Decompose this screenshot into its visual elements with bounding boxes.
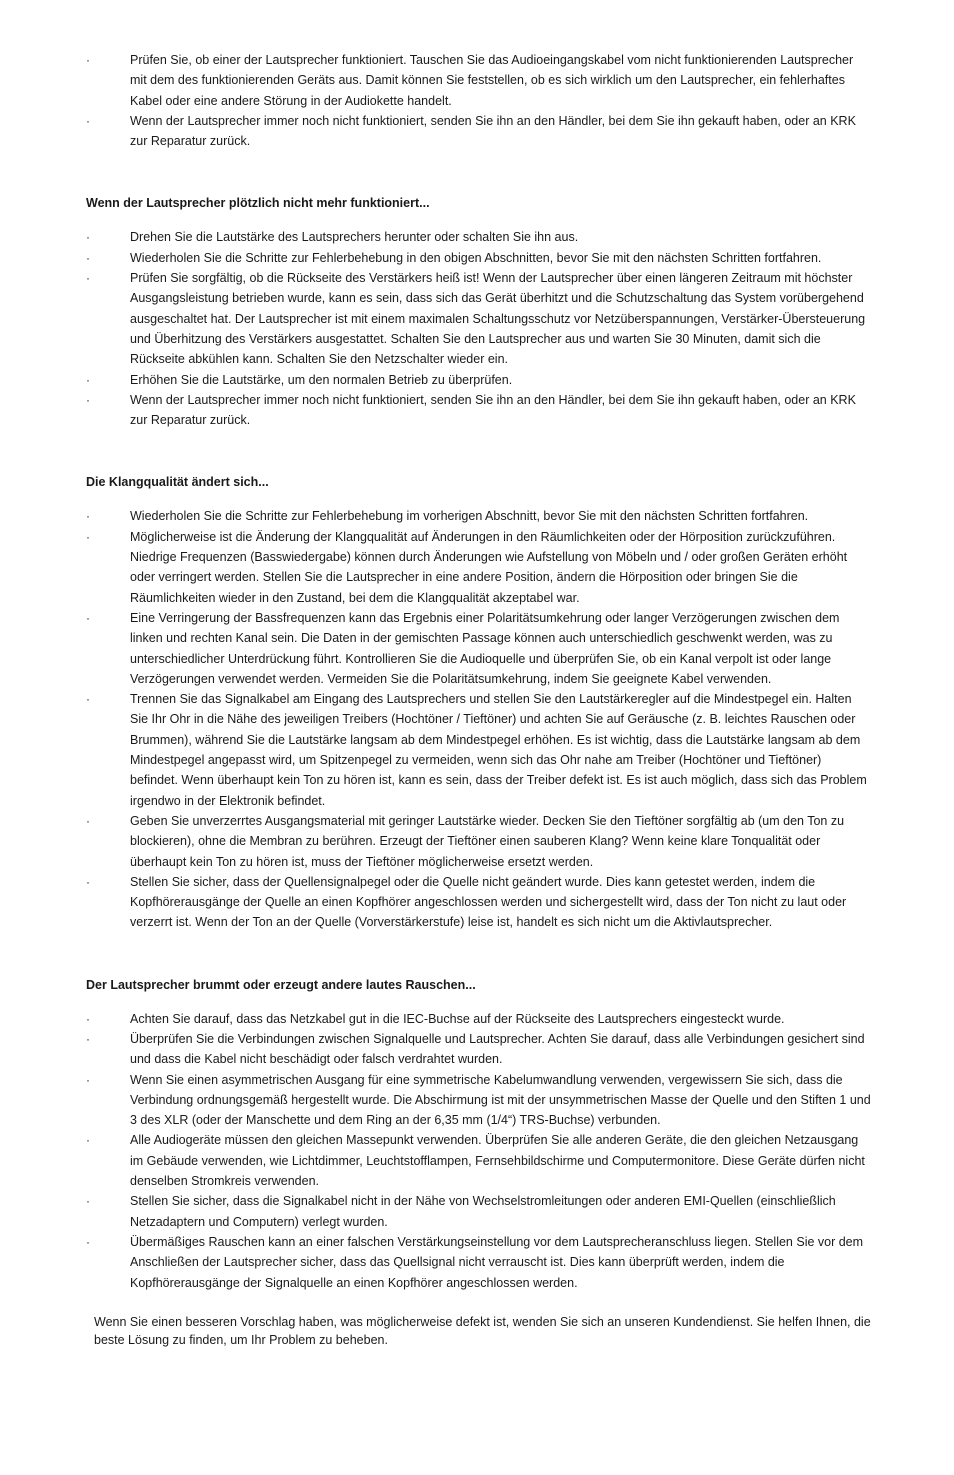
bullet-glyph: ·: [86, 230, 90, 245]
bullet-glyph: ·: [86, 250, 90, 265]
list-item: · Stellen Sie sicher, dass die Signalkabel nicht in der Nähe von Wechselstromleitungen oder anderen EMI-Quellen (einschließlich Netzadaptern und Computern) verlegt wurden.: [86, 1191, 871, 1232]
list-item: · Wenn der Lautsprecher immer noch nicht funktioniert, senden Sie ihn an den Händler, bei dem Sie ihn gekauft haben, oder an KRK zur Reparatur zurück.: [86, 111, 871, 152]
bullet-glyph: ·: [86, 874, 90, 889]
bullet-glyph: ·: [86, 1072, 90, 1087]
bullet-glyph: ·: [86, 610, 90, 625]
list-item: · Übermäßiges Rauschen kann an einer falschen Verstärkungseinstellung vor dem Lautsprecheranschluss liegen. Stellen Sie vor dem Anschließen der Lautsprecher sicher, dass das Quellsignal nicht verrauscht ist. Dies kann überprüft werden, indem die Kopfhörerausgänge der Signalquelle an einen Kopfhörer angeschlossen werden.: [86, 1232, 871, 1293]
bullet-list: [86, 1009, 871, 1293]
bullet-glyph: ·: [86, 1194, 90, 1209]
section-heading: Die Klangqualität ändert sich...: [86, 475, 269, 490]
list-item: · Alle Audiogeräte müssen den gleichen Massepunkt verwenden. Überprüfen Sie alle anderen Geräte, die den gleichen Netzausgang im Gebäude verwenden, wie Lichtdimmer, Leuchtstofflampen, Fernsehbildschirme und Computermonitore. Diese Geräte dürfen nicht denselben Stromkreis verwenden.: [86, 1130, 871, 1191]
list-item: · Stellen Sie sicher, dass der Quellensignalpegel oder die Quelle nicht geändert wurde. Dies kann getestet werden, indem die Kopfhörerausgänge der Quelle an einen Kopfhörer angeschlossen werden und sichergestellt wird, dass der Ton nicht zu laut oder verzerrt ist. Wenn der Ton an der Quelle (Vorverstärkerstufe) leise ist, handelt es sich nicht um die Aktivlautsprecher.: [86, 872, 871, 933]
list-item: · Geben Sie unverzerrtes Ausgangsmaterial mit geringer Lautstärke wieder. Decken Sie den Tieftöner sorgfältig ab (um den Ton zu blockieren), ohne die Membran zu berühren. Erzeugt der Tieftöner einen sauberen Klang? Wenn keine klare Tonqualität oder überhaupt kein Ton zu hören ist, muss der Tieftöner möglicherweise ersetzt werden.: [86, 811, 871, 872]
spacer: [86, 933, 871, 975]
bullet-glyph: ·: [86, 692, 90, 707]
bullet-list: [86, 506, 871, 932]
spacer: [86, 430, 871, 472]
section-heading: Wenn der Lautsprecher plötzlich nicht mehr funktioniert...: [86, 196, 430, 211]
list-item: · Wiederholen Sie die Schritte zur Fehlerbehebung im vorherigen Abschnitt, bevor Sie mit den nächsten Schritten fortfahren.: [86, 506, 871, 526]
list-item: · Drehen Sie die Lautstärke des Lautsprechers herunter oder schalten Sie ihn aus.: [86, 227, 871, 247]
document-content: [86, 50, 871, 1349]
list-item: · Trennen Sie das Signalkabel am Eingang des Lautsprechers und stellen Sie den Lautstärkeregler auf die Mindestpegel ein. Halten Sie Ihr Ohr in die Nähe des jeweiligen Treibers (Hochtöner / Tieftöner) und achten Sie auf Geräusche (z. B. leichtes Rauschen oder Brummen), während Sie die Lautstärke langsam ab dem Mindestpegel erhöhen. Es ist wichtig, dass die Lautstärke langsam ab dem Mindestpegel angepasst wird, um Spitzenpegel zu vermeiden, wenn sich das Ohr nahe am Treiber (Hochtöner und Tieftöner) befindet. Wenn überhaupt kein Ton zu hören ist, kann es sein, dass der Treiber defekt ist. Es ist auch möglich, dass sich das Problem irgendwo in der Elektronik befindet.: [86, 689, 871, 811]
bullet-list: [86, 50, 871, 151]
section-sound-quality: [86, 472, 871, 932]
list-item: · Wiederholen Sie die Schritte zur Fehlerbehebung in den obigen Abschnitten, bevor Sie mit den nächsten Schritten fortfahren.: [86, 248, 871, 268]
bullet-glyph: ·: [86, 1234, 90, 1249]
spacer: [86, 151, 871, 193]
list-item: · Achten Sie darauf, dass das Netzkabel gut in die IEC-Buchse auf der Rückseite des Lautsprechers eingesteckt wurde.: [86, 1009, 871, 1029]
section-stopped-working: [86, 193, 871, 430]
list-item: · Prüfen Sie sorgfältig, ob die Rückseite des Verstärkers heiß ist! Wenn der Lautsprecher über einen längeren Zeitraum mit höchster Ausgangsleistung betrieben wurde, kann es sein, dass sich das Gerät überhitzt und die Schutzschaltung das System vorübergehend ausgeschaltet hat. Der Lautsprecher ist mit einem maximalen Schaltungsschutz vor Netzüberspannungen, Verstärker-Übersteuerung und Überhitzung des Verstärkers ausgestattet. Schalten Sie den Lautsprecher aus und warten Sie 30 Minuten, damit sich die Rückseite abkühlen kann. Schalten Sie den Netzschalter wieder ein.: [86, 268, 871, 369]
list-item: · Möglicherweise ist die Änderung der Klangqualität auf Änderungen in den Räumlichkeiten oder der Hörposition zurückzuführen. Niedrige Frequenzen (Basswiedergabe) können durch Änderungen wie Aufstellung von Möbeln und / oder großen Geräten erhöht oder verringert werden. Stellen Sie die Lautsprecher in eine andere Position, ändern die Hörposition oder bringen Sie die Räumlichkeiten wieder in den Zustand, bei dem die Klangqualität akzeptabel war.: [86, 527, 871, 608]
bullet-glyph: ·: [86, 813, 90, 828]
bullet-glyph: ·: [86, 271, 90, 286]
bullet-glyph: ·: [86, 372, 90, 387]
section-continuation: [86, 50, 871, 151]
list-item: · Wenn Sie einen asymmetrischen Ausgang für eine symmetrische Kabelumwandlung verwenden, vergewissern Sie sich, dass die Verbindung ordnungsgemäß hergestellt wurde. Die Abschirmung ist mit der unsymmetrischen Masse der Quelle und den Stiften 1 und 3 des XLR (oder der Manschette und dem Ring an der 6,35 mm (1/4“) TRS-Buchse) verbunden.: [86, 1070, 871, 1131]
bullet-list: [86, 227, 871, 430]
bullet-glyph: ·: [86, 113, 90, 128]
bullet-glyph: ·: [86, 1133, 90, 1148]
bullet-glyph: ·: [86, 529, 90, 544]
section-hum-noise: [86, 975, 871, 1293]
bullet-glyph: ·: [86, 1031, 90, 1046]
list-item: · Wenn der Lautsprecher immer noch nicht funktioniert, senden Sie ihn an den Händler, bei dem Sie ihn gekauft haben, oder an KRK zur Reparatur zurück.: [86, 390, 871, 431]
bullet-glyph: ·: [86, 53, 90, 67]
list-item: · Erhöhen Sie die Lautstärke, um den normalen Betrieb zu überprüfen.: [86, 370, 871, 390]
bullet-glyph: ·: [86, 1011, 90, 1026]
list-item: · Überprüfen Sie die Verbindungen zwischen Signalquelle und Lautsprecher. Achten Sie darauf, dass alle Verbindungen gesichert sind und dass die Kabel nicht beschädigt oder falsch verdrahtet wurden.: [86, 1029, 871, 1070]
section-heading: Der Lautsprecher brummt oder erzeugt andere lautes Rauschen...: [86, 977, 476, 992]
list-item: · Eine Verringerung der Bassfrequenzen kann das Ergebnis einer Polaritätsumkehrung oder langer Verzögerungen zwischen dem linken und rechten Kanal sein. Die Daten in der gemischten Passage können auch unterschiedlich geschwenkt werden, was zu unterschiedlicher Unterdrückung führt. Kontrollieren Sie die Audioquelle und überprüfen Sie, ob ein Kanal verpolt ist oder lange Verzögerungen verwendet werden. Vermeiden Sie die Polaritätsumkehrung, indem Sie geeignete Kabel verwenden.: [86, 608, 871, 689]
closing-paragraph: Wenn Sie einen besseren Vorschlag haben, was möglicherweise defekt ist, wenden Sie sich an unseren Kundendienst. Sie helfen Ihnen, die beste Lösung zu finden, um Ihr Problem zu beheben.: [94, 1314, 871, 1347]
list-item: · Prüfen Sie, ob einer der Lautsprecher funktioniert. Tauschen Sie das Audioeingangskabel vom nicht funktionierenden Lautsprecher mit dem des funktionierenden Geräts aus. Damit können Sie feststellen, ob es sich wirklich um den Lautsprecher, ein fehlerhaftes Kabel oder eine andere Störung in der Audiokette handelt.: [86, 50, 871, 111]
bullet-glyph: ·: [86, 392, 90, 407]
bullet-glyph: ·: [86, 509, 90, 524]
